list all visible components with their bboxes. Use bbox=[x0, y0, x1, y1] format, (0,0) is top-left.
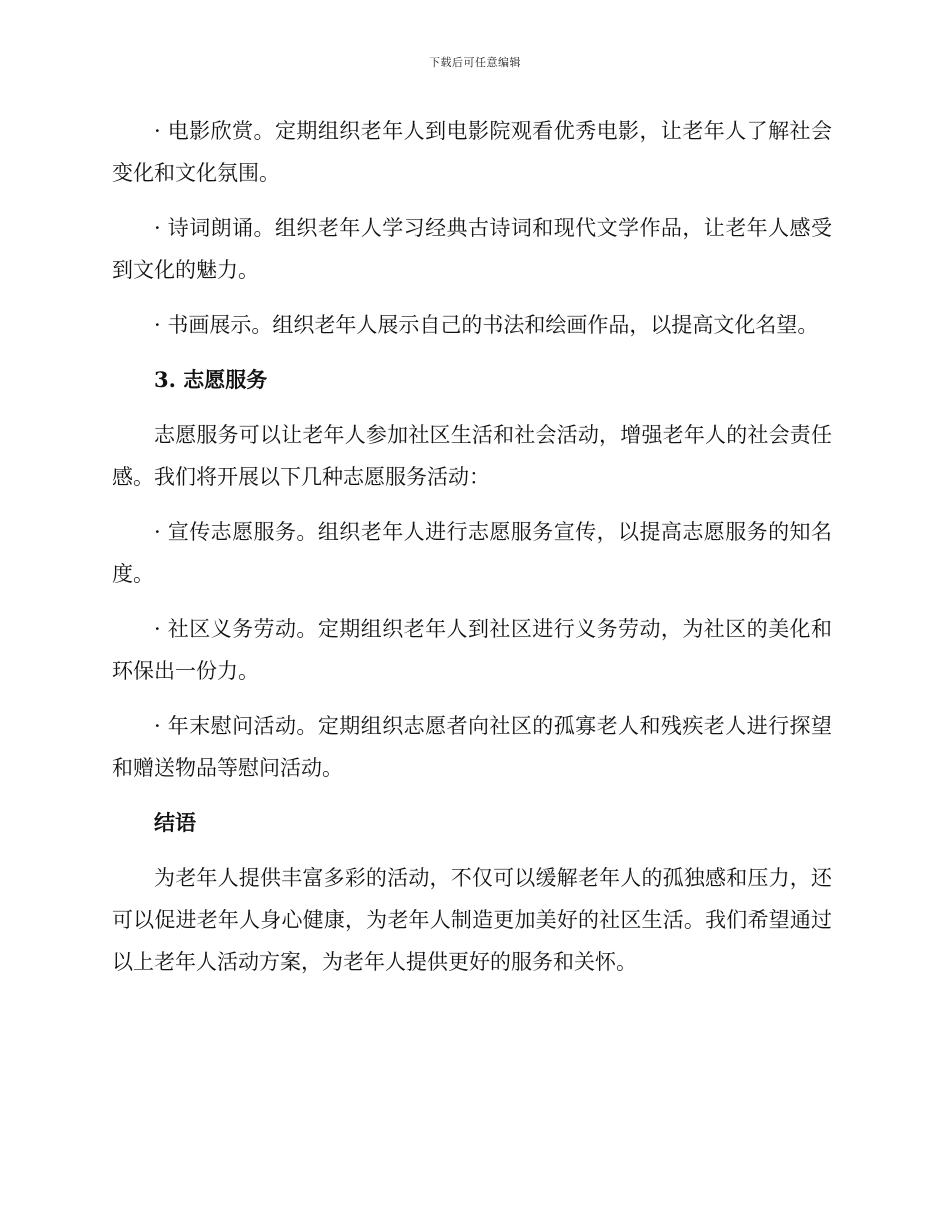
section-heading-volunteer: 3. 志愿服务 bbox=[154, 367, 268, 392]
section-heading-conclusion: 结语 bbox=[154, 810, 196, 835]
bullet-poetry: · 诗词朗诵。组织老年人学习经典古诗词和现代文学作品，让老年人感受到文化的魅力。 bbox=[112, 216, 832, 282]
header-note: 下载后可任意编辑 bbox=[429, 56, 521, 69]
conclusion-body: 为老年人提供丰富多彩的活动，不仅可以缓解老年人的孤独感和压力，还可以促进老年人身心健康，为老年人制造更加美好的社区生活。我们希望通过以上老年人活动方案，为老年人提供更好的服务和关怀。 bbox=[112, 866, 832, 974]
volunteer-intro: 志愿服务可以让老年人参加社区生活和社会活动，增强老年人的社会责任感。我们将开展以下几种志愿服务活动： bbox=[112, 423, 832, 489]
bullet-publicity: · 宣传志愿服务。组织老年人进行志愿服务宣传，以提高志愿服务的知名度。 bbox=[112, 520, 832, 586]
bullet-year-end-visit: · 年末慰问活动。定期组织志愿者向社区的孤寡老人和残疾老人进行探望和赠送物品等慰问活动。 bbox=[112, 714, 832, 780]
bullet-community-labor: · 社区义务劳动。定期组织老年人到社区进行义务劳动，为社区的美化和环保出一份力。 bbox=[112, 617, 832, 683]
bullet-movie: · 电影欣赏。定期组织老年人到电影院观看优秀电影，让老年人了解社会变化和文化氛围。 bbox=[112, 119, 832, 185]
document-body bbox=[112, 110, 832, 996]
bullet-calligraphy: · 书画展示。组织老年人展示自己的书法和绘画作品，以提高文化名望。 bbox=[154, 313, 819, 337]
